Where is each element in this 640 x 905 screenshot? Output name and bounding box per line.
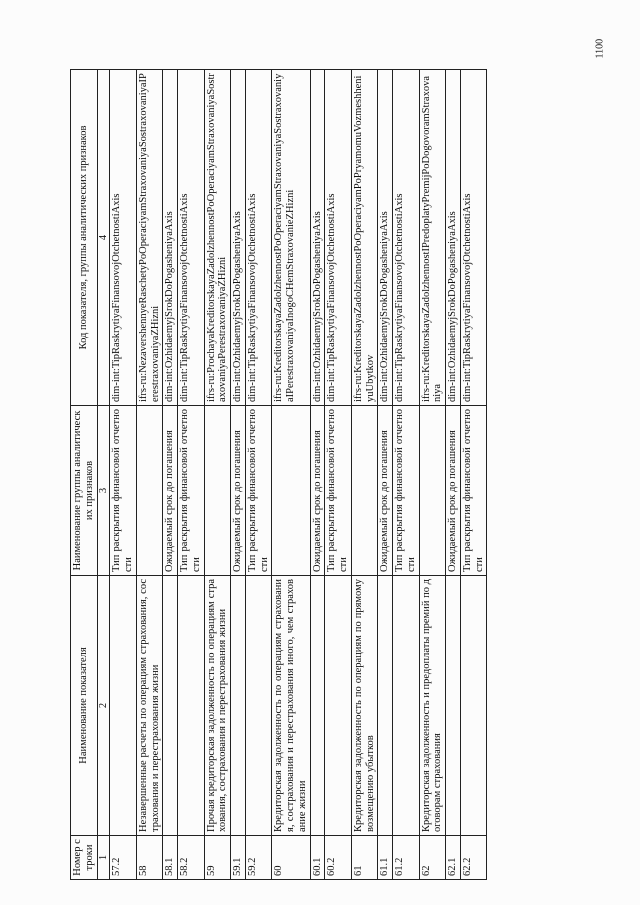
row-number-cell: 61 — [351, 836, 378, 880]
group-name-cell: Ожидаемый срок до погашения — [163, 406, 178, 576]
indicator-name-cell — [460, 576, 487, 836]
code-cell: dim-int:OzhidaemyjSrokDoPogasheniyaAxis — [378, 70, 393, 406]
code-cell: dim-int:OzhidaemyjSrokDoPogasheniyaAxis — [163, 70, 178, 406]
group-name-cell: Ожидаемый срок до погашения — [378, 406, 393, 576]
indicator-name-cell: Кредиторская задолженность по операциям по прямому возмещению убытков — [351, 576, 378, 836]
code-cell: ifrs-ru:KreditorskayaZadolzhennostPoOperaciyamStraxovaniyaSostraxovaniyaIPerestraxovaniyaInogoCHemStraxovanieZHizni — [272, 70, 310, 406]
table-row — [310, 70, 325, 880]
code-cell: dim-int:OzhidaemyjSrokDoPogasheniyaAxis — [310, 70, 325, 406]
indicator-name-cell — [378, 576, 393, 836]
header-group-name: Наименование группы аналитических признаков — [71, 406, 98, 576]
table-row — [351, 70, 378, 880]
group-name-cell: Тип раскрытия финансовой отчетности — [110, 406, 137, 576]
group-name-cell: Тип раскрытия финансовой отчетности — [393, 406, 420, 576]
group-name-cell: Тип раскрытия финансовой отчетности — [178, 406, 205, 576]
table-row — [204, 70, 231, 880]
table-row — [446, 70, 461, 880]
row-number-cell: 62.2 — [460, 836, 487, 880]
code-cell: dim-int:OzhidaemyjSrokDoPogasheniyaAxis — [231, 70, 246, 406]
table-row — [110, 70, 137, 880]
indicator-name-cell — [245, 576, 272, 836]
indicator-name-cell — [446, 576, 461, 836]
table-row — [136, 70, 163, 880]
indicator-name-cell: Незавершенные расчеты по операциям страхования, сострахования и перестрахования жизни — [136, 576, 163, 836]
row-number-cell: 58.1 — [163, 836, 178, 880]
table-row — [325, 70, 352, 880]
column-number: 2 — [97, 576, 110, 836]
table-row — [231, 70, 246, 880]
group-name-cell: Тип раскрытия финансовой отчетности — [460, 406, 487, 576]
indicator-name-cell: Кредиторская задолженность и предоплаты премий по договорам страхования — [419, 576, 446, 836]
row-number-cell: 58 — [136, 836, 163, 880]
code-cell: dim-int:OzhidaemyjSrokDoPogasheniyaAxis — [446, 70, 461, 406]
code-cell: ifrs-ru:KreditorskayaZadolzhennostIPredoplatyPremijPoDogovoramStraxovaniya — [419, 70, 446, 406]
code-cell: ifrs-ru:NezavershennyeRaschetyPoOperaciyamStraxovaniyaSostraxovaniyaIPerestraxovaniyaZHizni — [136, 70, 163, 406]
indicator-name-cell — [325, 576, 352, 836]
header-row — [71, 70, 98, 880]
header-row-number: Номер строки — [71, 836, 98, 880]
row-number-cell: 58.2 — [178, 836, 205, 880]
code-cell: dim-int:TipRaskrytiyaFinansovojOtchetnostiAxis — [460, 70, 487, 406]
code-cell: ifrs-ru:ProchayaKreditorskayaZadolzhennostPoOperaciyamStraxovaniyaSostraxovaniyaPerestraxovaniyaZHizni — [204, 70, 231, 406]
row-number-cell: 62 — [419, 836, 446, 880]
table-body — [110, 70, 487, 880]
code-cell: dim-int:TipRaskrytiyaFinansovojOtchetnostiAxis — [178, 70, 205, 406]
indicator-name-cell — [231, 576, 246, 836]
indicator-name-cell: Прочая кредиторская задолженность по операциям страхования, сострахования и перестрахования жизни — [204, 576, 231, 836]
group-name-cell: Тип раскрытия финансовой отчетности — [325, 406, 352, 576]
table-row — [163, 70, 178, 880]
indicator-name-cell: Кредиторская задолженность по операциям страхования, сострахования и перестрахования иного, чем страхование жизни — [272, 576, 310, 836]
group-name-cell: Ожидаемый срок до погашения — [231, 406, 246, 576]
table-row — [272, 70, 310, 880]
group-name-cell: Ожидаемый срок до погашения — [446, 406, 461, 576]
code-cell: dim-int:TipRaskrytiyaFinansovojOtchetnostiAxis — [325, 70, 352, 406]
code-cell: dim-int:TipRaskrytiyaFinansovojOtchetnostiAxis — [393, 70, 420, 406]
row-number-cell: 59 — [204, 836, 231, 880]
code-cell: dim-int:TipRaskrytiyaFinansovojOtchetnostiAxis — [245, 70, 272, 406]
row-number-cell: 57.2 — [110, 836, 137, 880]
group-name-cell — [204, 406, 231, 576]
group-name-cell — [136, 406, 163, 576]
row-number-cell: 59.1 — [231, 836, 246, 880]
header-code: Код показателя, группы аналитических признаков — [71, 70, 98, 406]
table-row — [178, 70, 205, 880]
column-number: 1 — [97, 836, 110, 880]
table-row — [460, 70, 487, 880]
table-row — [419, 70, 446, 880]
row-number-cell: 60.1 — [310, 836, 325, 880]
code-cell: dim-int:TipRaskrytiyaFinansovojOtchetnostiAxis — [110, 70, 137, 406]
group-name-cell: Тип раскрытия финансовой отчетности — [245, 406, 272, 576]
indicator-name-cell — [393, 576, 420, 836]
indicator-table — [70, 69, 487, 880]
table-row — [245, 70, 272, 880]
indicator-name-cell — [110, 576, 137, 836]
column-number: 3 — [97, 406, 110, 576]
indicator-name-cell — [178, 576, 205, 836]
group-name-cell: Ожидаемый срок до погашения — [310, 406, 325, 576]
row-number-cell: 60 — [272, 836, 310, 880]
table-row — [393, 70, 420, 880]
row-number-cell: 61.2 — [393, 836, 420, 880]
row-number-cell: 59.2 — [245, 836, 272, 880]
rotated-table-container — [70, 70, 570, 880]
page-number: 1100 — [594, 38, 606, 59]
column-number-row — [97, 70, 110, 880]
indicator-name-cell — [310, 576, 325, 836]
header-indicator-name: Наименование показателя — [71, 576, 98, 836]
group-name-cell — [419, 406, 446, 576]
row-number-cell: 60.2 — [325, 836, 352, 880]
row-number-cell: 62.1 — [446, 836, 461, 880]
group-name-cell — [351, 406, 378, 576]
code-cell: ifrs-ru:KreditorskayaZadolzhennostPoOperaciyamPoPryamomuVozmeshheniyuUbytkov — [351, 70, 378, 406]
indicator-name-cell — [163, 576, 178, 836]
table-row — [378, 70, 393, 880]
row-number-cell: 61.1 — [378, 836, 393, 880]
column-number: 4 — [97, 70, 110, 406]
group-name-cell — [272, 406, 310, 576]
